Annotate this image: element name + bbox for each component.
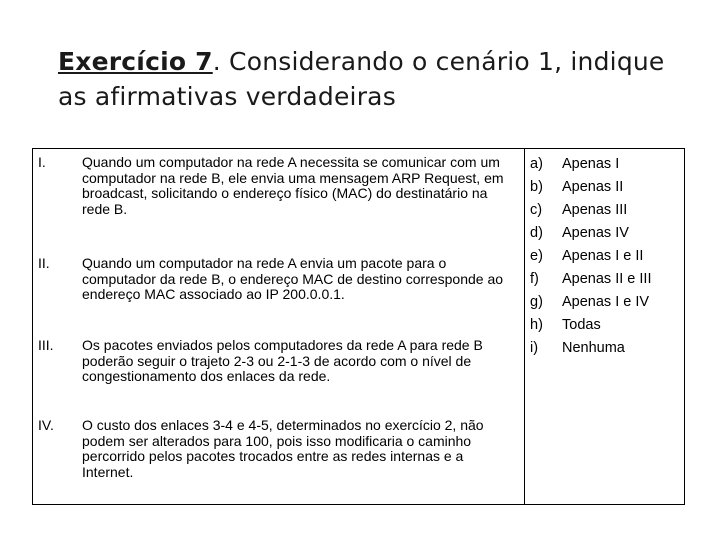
option-letter: b): [530, 179, 543, 195]
statement-text: Os pacotes enviados pelos computadores da rede A para rede B poderão seguir o trajeto 2-3 ou 2-1-3 de acordo com o nível de congestionamento dos enlaces da rede.: [82, 337, 483, 384]
option-letter: f): [530, 271, 539, 287]
statement-number: I.: [38, 154, 46, 170]
option-label: Apenas I: [562, 156, 620, 172]
option-letter: d): [530, 225, 543, 241]
statement-text: Quando um computador na rede A envia um pacote para o computador da rede B, o endereço MAC de destino corresponde ao endereço MAC associado ao IP 200.0.0.1.: [82, 255, 504, 302]
statement-number: IV.: [38, 417, 54, 433]
option-label: Nenhuma: [562, 340, 625, 356]
option-label: Apenas II: [562, 179, 624, 195]
title-text: . Considerando o cenário 1, indique as afirmativas verdadeiras: [58, 47, 665, 111]
page-title: [58, 44, 698, 114]
statement-text: O custo dos enlaces 3-4 e 4-5, determinados no exercício 2, não podem ser alterados para 100, pois isso modificaria o caminho percorrido pelos pacotes trocados entre as redes internas e a Internet.: [82, 417, 484, 480]
option-label: Apenas I e IV: [562, 294, 650, 310]
statement-number: II.: [38, 255, 50, 271]
option-label: Apenas I e II: [562, 248, 644, 264]
option-letter: a): [530, 156, 543, 172]
option-letter: e): [530, 248, 543, 264]
statement-number: III.: [38, 337, 54, 353]
option-letter: i): [530, 340, 539, 356]
statement-text: Quando um computador na rede A necessita se comunicar com um computador na rede B, ele envia uma mensagem ARP Request, em broadcast, solicitando o endereço físico (MAC) do destinatário na rede B.: [82, 154, 504, 217]
option-letter: g): [530, 294, 543, 310]
column-divider: [524, 148, 525, 505]
option-label: Todas: [562, 317, 601, 333]
option-letter: h): [530, 317, 543, 333]
option-label: Apenas II e III: [562, 271, 652, 287]
option-label: Apenas IV: [562, 225, 629, 241]
option-letter: c): [530, 202, 543, 218]
option-label: Apenas III: [562, 202, 628, 218]
exercise-label: Exercício 7: [58, 47, 213, 76]
